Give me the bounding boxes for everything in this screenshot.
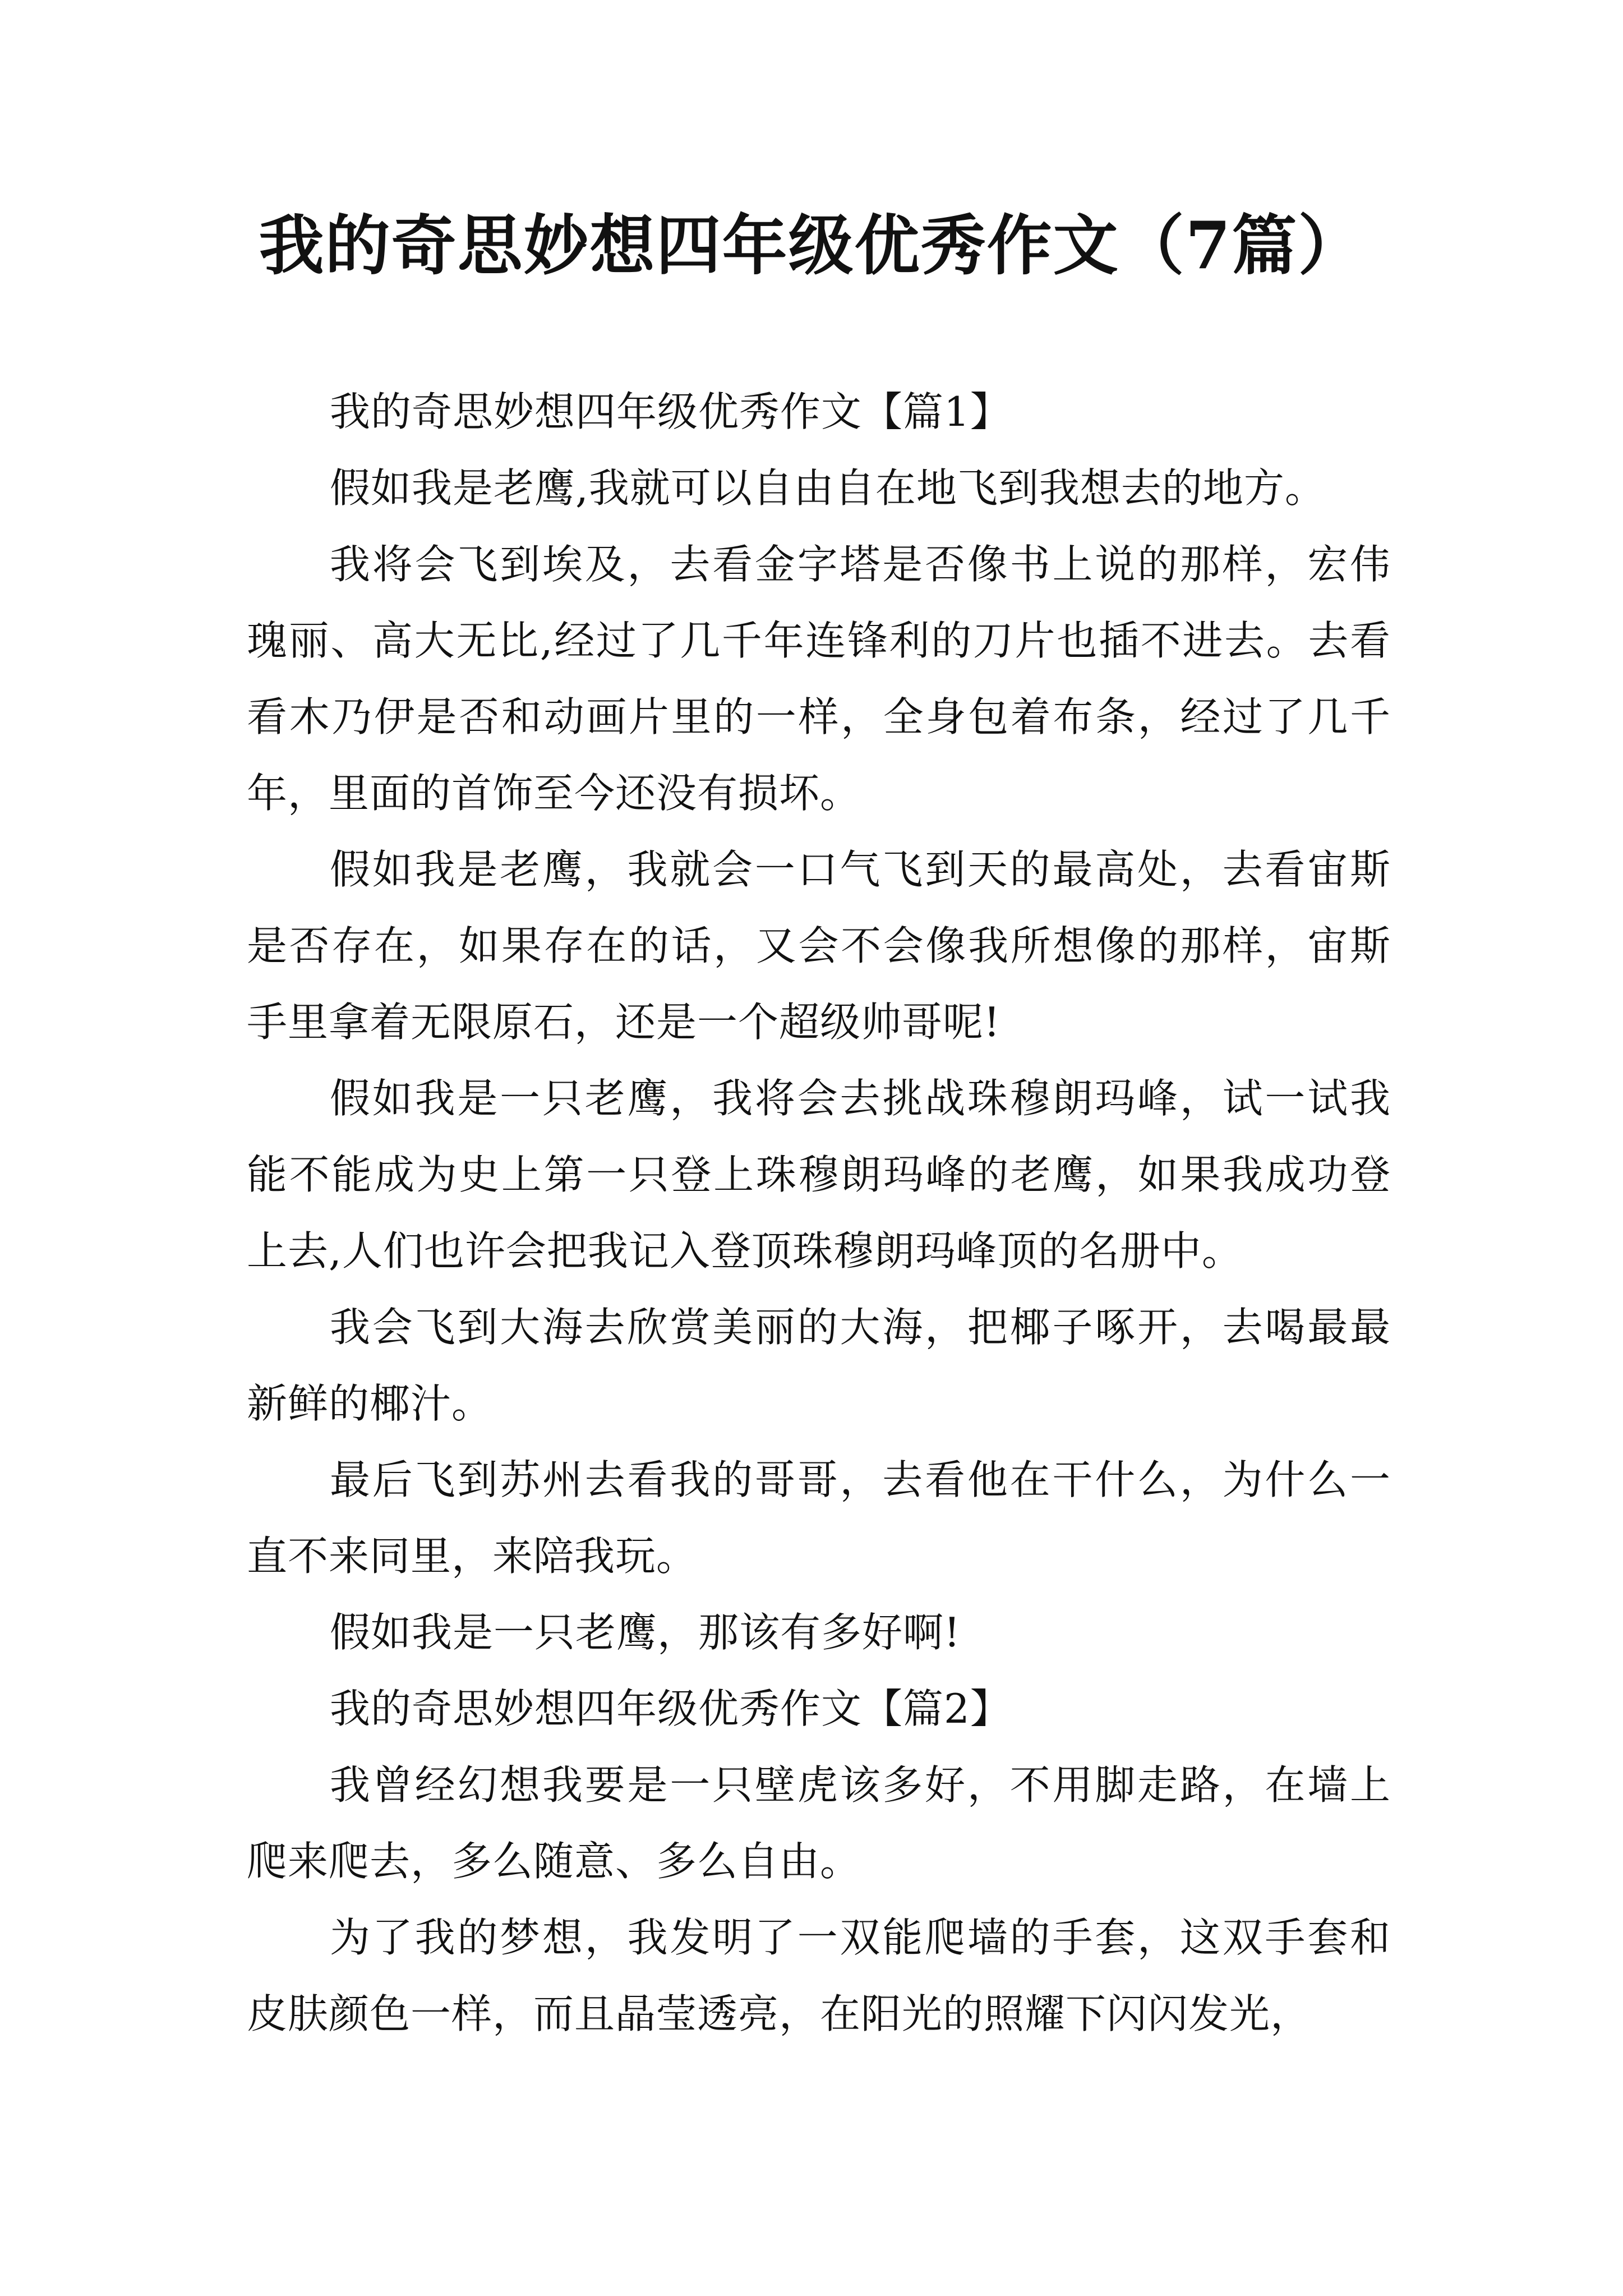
- paragraph: 假如我是老鹰，我就会一口气飞到天的最高处，去看宙斯是否存在，如果存在的话，又会不会像我所想像的那样，宙斯手里拿着无限原石，还是一个超级帅哥呢!: [247, 846, 1391, 1046]
- paragraph: 为了我的梦想，我发明了一双能爬墙的手套，这双手套和皮肤颜色一样，而且晶莹透亮，在阳光的照耀下闪闪发光，: [247, 1914, 1391, 2037]
- section-heading-2: 我的奇思妙想四年级优秀作文【篇2】: [330, 1685, 1011, 1732]
- paragraph: 假如我是一只老鹰，那该有多好啊!: [330, 1609, 961, 1656]
- paragraph: 假如我是一只老鹰，我将会去挑战珠穆朗玛峰，试一试我能不能成为史上第一只登上珠穆朗玛峰的老鹰，如果我成功登上去,人们也许会把我记入登顶珠穆朗玛峰顶的名册中。: [247, 1075, 1391, 1274]
- paragraph: 我将会飞到埃及，去看金字塔是否像书上说的那样，宏伟瑰丽、高大无比,经过了几千年连锋利的刀片也插不进去。去看看木乃伊是否和动画片里的一样，全身包着布条，经过了几千年，里面的首饰至今还没有损坏。: [247, 541, 1391, 817]
- paragraph: 假如我是老鹰,我就可以自由自在地飞到我想去的地方。: [330, 464, 1326, 512]
- paragraph: 最后飞到苏州去看我的哥哥，去看他在干什么，为什么一直不来同里，来陪我玩。: [247, 1456, 1391, 1580]
- paragraph: 我会飞到大海去欣赏美丽的大海，把椰子啄开，去喝最最新鲜的椰汁。: [247, 1304, 1391, 1427]
- document-title: 我的奇思妙想四年级优秀作文（7篇）: [259, 208, 1364, 284]
- section-heading-1: 我的奇思妙想四年级优秀作文【篇1】: [330, 388, 1011, 435]
- document-body: [247, 374, 1391, 2052]
- paragraph: 我曾经幻想我要是一只壁虎该多好，不用脚走路，在墙上爬来爬去，多么随意、多么自由。: [247, 1761, 1391, 1885]
